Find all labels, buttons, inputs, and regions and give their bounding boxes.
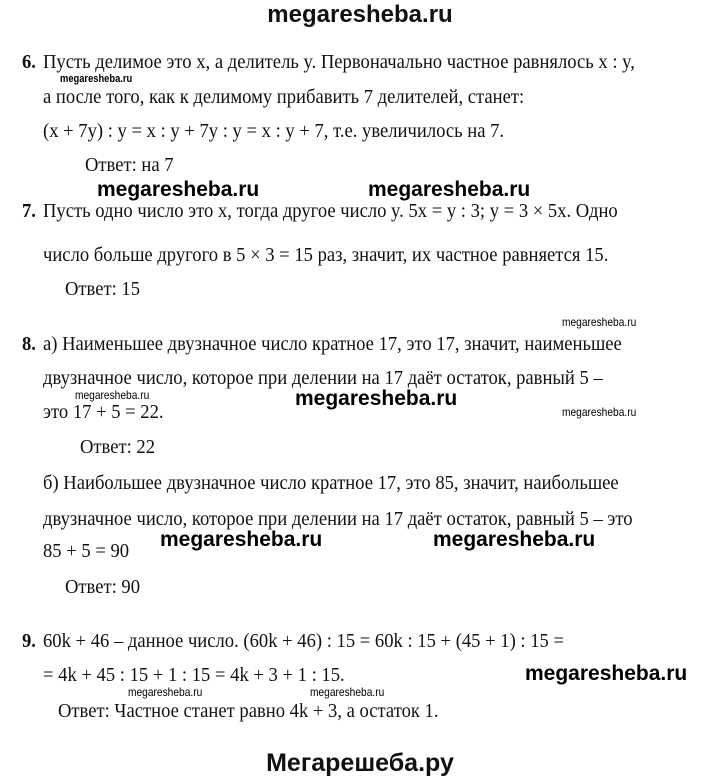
solution-line: двузначное число, которое при делении на 17 даёт остаток, равный 5 –	[43, 367, 603, 389]
watermark: megaresheba.ru	[310, 685, 385, 699]
watermark: megaresheba.ru	[433, 528, 596, 551]
solution-line: двузначное число, которое при делении на 17 даёт остаток, равный 5 – это	[43, 508, 633, 530]
problem-number: 6.	[22, 51, 36, 73]
watermark: megaresheba.ru	[75, 388, 150, 402]
answer: Ответ: 90	[65, 576, 141, 598]
watermark: megaresheba.ru	[160, 528, 323, 551]
watermark: megaresheba.ru	[97, 178, 260, 201]
watermark: megaresheba.ru	[295, 387, 458, 410]
watermark: megaresheba.ru	[562, 405, 637, 419]
answer: Ответ: на 7	[85, 154, 174, 176]
problem-number: 7.	[22, 200, 36, 222]
answer: Ответ: Частное станет равно 4k + 3, а остаток 1.	[58, 700, 439, 722]
answer: Ответ: 22	[80, 436, 156, 458]
site-footer: Мегарешеба.ру	[266, 749, 454, 777]
solution-line: б) Наибольшее двузначное число кратное 17, это 85, значит, наибольшее	[43, 472, 619, 494]
solution-line: = 4k + 45 : 15 + 1 : 15 = 4k + 3 + 1 : 15.	[43, 664, 345, 686]
solution-line: 85 + 5 = 90	[43, 540, 130, 562]
solution-line: (x + 7y) : y = x : y + 7y : y = x : y + 7, т.е. увеличилось на 7.	[43, 120, 505, 142]
watermark: megaresheba.ru	[128, 685, 203, 699]
solution-line: Пусть одно число это x, тогда другое число y. 5x = y : 3; y = 3 × 5x. Одно	[43, 200, 618, 222]
solution-line: 60k + 46 – данное число. (60k + 46) : 15 = 60k : 15 + (45 + 1) : 15 =	[43, 630, 564, 652]
problem-number: 9.	[22, 630, 36, 652]
site-header: megaresheba.ru	[267, 1, 453, 28]
solution-line: а после того, как к делимому прибавить 7 делителей, станет:	[43, 86, 525, 108]
watermark: megaresheba.ru	[368, 178, 531, 201]
watermark: megaresheba.ru	[525, 662, 688, 685]
problem-number: 8.	[22, 333, 36, 355]
solution-line: Пусть делимое это x, а делитель y. Первоначально частное равнялось x : y,	[43, 51, 635, 73]
answer: Ответ: 15	[65, 278, 141, 300]
solution-line: а) Наименьшее двузначное число кратное 17, это 17, значит, наименьшее	[43, 333, 622, 355]
solution-line: это 17 + 5 = 22.	[43, 401, 164, 423]
solution-line: число больше другого в 5 × 3 = 15 раз, значит, их частное равняется 15.	[43, 244, 609, 266]
watermark: megaresheba.ru	[562, 315, 637, 329]
watermark: megaresheba.ru	[60, 73, 133, 85]
